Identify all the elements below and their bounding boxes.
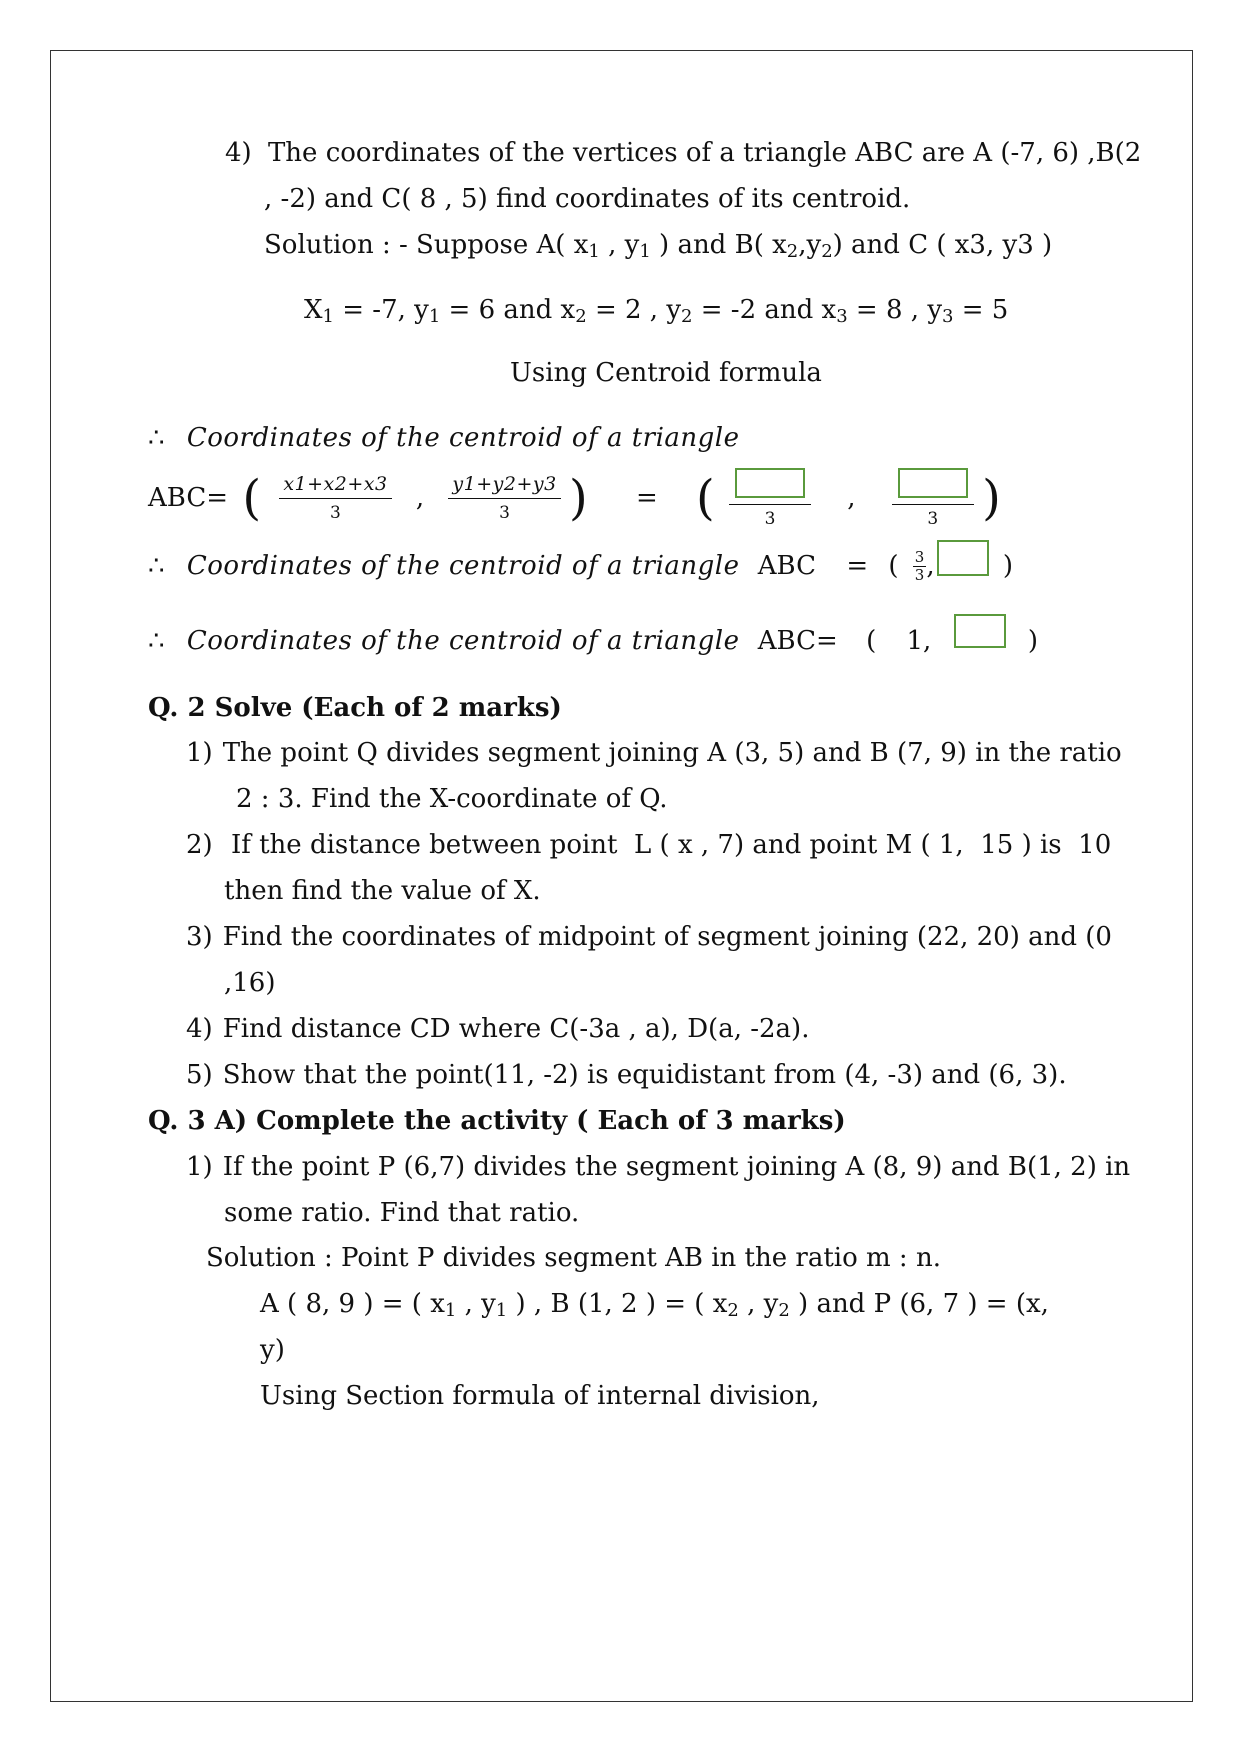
item-number: 4) <box>225 138 252 168</box>
x-fraction: $\frac{x1+x2+x3}{3}$ <box>279 475 391 522</box>
blank-y-fraction: 3 <box>892 468 974 528</box>
blank-answer-box[interactable] <box>954 614 1006 648</box>
q1-item-4-line1: 4) The coordinates of the vertices of a triangle ABC are A (-7, 6) ,B(2 <box>225 138 1142 168</box>
q1-item-4-line2: , -2) and C( 8 , 5) find coordinates of its centroid. <box>264 184 911 214</box>
q3-item-1: 1) If the point P (6,7) divides the segment joining A (8, 9) and B(1, 2) in <box>186 1152 1131 1182</box>
blank-answer-box[interactable] <box>735 468 805 498</box>
q2-item-1: 1) The point Q divides segment joining A (3, 5) and B (7, 9) in the ratio <box>186 738 1122 768</box>
q2-item-3-cont: ,16) <box>224 968 276 998</box>
centroid-statement-2: ∴ Coordinates of the centroid of a triangle ABC = ( $\frac{3}{3}$ , ) <box>148 548 1013 584</box>
centroid-statement-3: ∴ Coordinates of the centroid of a triangle ABC= ( 1, ) <box>148 624 1038 658</box>
q2-item-4: 4) Find distance CD where C(-3a , a), D(a, -2a). <box>186 1014 810 1044</box>
centroid-formula-row: ABC= ( $\frac{x1+x2+x3}{3}$ , $\frac{y1+y2+y3}{3}$ ) = ( 3 , 3 ) <box>148 470 1001 529</box>
centroid-statement-1: ∴ Coordinates of the centroid of a triangle <box>148 423 740 453</box>
therefore-symbol: ∴ <box>148 423 165 453</box>
q2-item-1-cont: 2 : 3. Find the X-coordinate of Q. <box>236 784 668 814</box>
q3-section-formula: Using Section formula of internal division, <box>260 1381 820 1411</box>
three-over-three: $\frac{3}{3}$ <box>914 548 925 584</box>
q2-heading: Q. 2 Solve (Each of 2 marks) <box>148 693 562 723</box>
q2-item-2-cont: then find the value of X. <box>224 876 541 906</box>
given-values: $X_1 = -7$, $y_1 = 6$ and $x_2 = 2$ , $y_2 = -2$ and $x_3 = 8$ , $y_3 = 5$ <box>304 295 1009 327</box>
q2-item-5: 5) Show that the point(11, -2) is equidistant from (4, -3) and (6, 3). <box>186 1060 1067 1090</box>
q2-item-2: 2) If the distance between point L ( x , 7) and point M ( 1, 15 ) is 10 <box>186 830 1112 860</box>
using-centroid-formula: Using Centroid formula <box>510 358 822 388</box>
q3-heading: Q. 3 A) Complete the activity ( Each of 3 marks) <box>148 1106 846 1136</box>
q3-solution: Solution : Point P divides segment AB in the ratio m : n. <box>206 1243 941 1273</box>
blank-answer-box[interactable] <box>898 468 968 498</box>
q2-item-3: 3) Find the coordinates of midpoint of segment joining (22, 20) and (0 <box>186 922 1112 952</box>
solution-suppose: Solution : - Suppose A( $x_1$ , $y_1$ ) and B( $x_2,y_2$) and C ( x3, y3 ) <box>264 230 1053 262</box>
y-fraction: $\frac{y1+y2+y3}{3}$ <box>448 475 560 522</box>
blank-answer-box[interactable] <box>937 540 989 576</box>
q3-coordinates-cont: y) <box>260 1335 285 1365</box>
q3-coordinates: A ( 8, 9 ) = ( $x_1$ , $y_1$ ) , B (1, 2 ) = ( $x_2$ , $y_2$ ) and P (6, 7 ) = (x, <box>260 1289 1049 1321</box>
blank-x-fraction: 3 <box>729 468 811 528</box>
q3-item-1-cont: some ratio. Find that ratio. <box>224 1198 580 1228</box>
